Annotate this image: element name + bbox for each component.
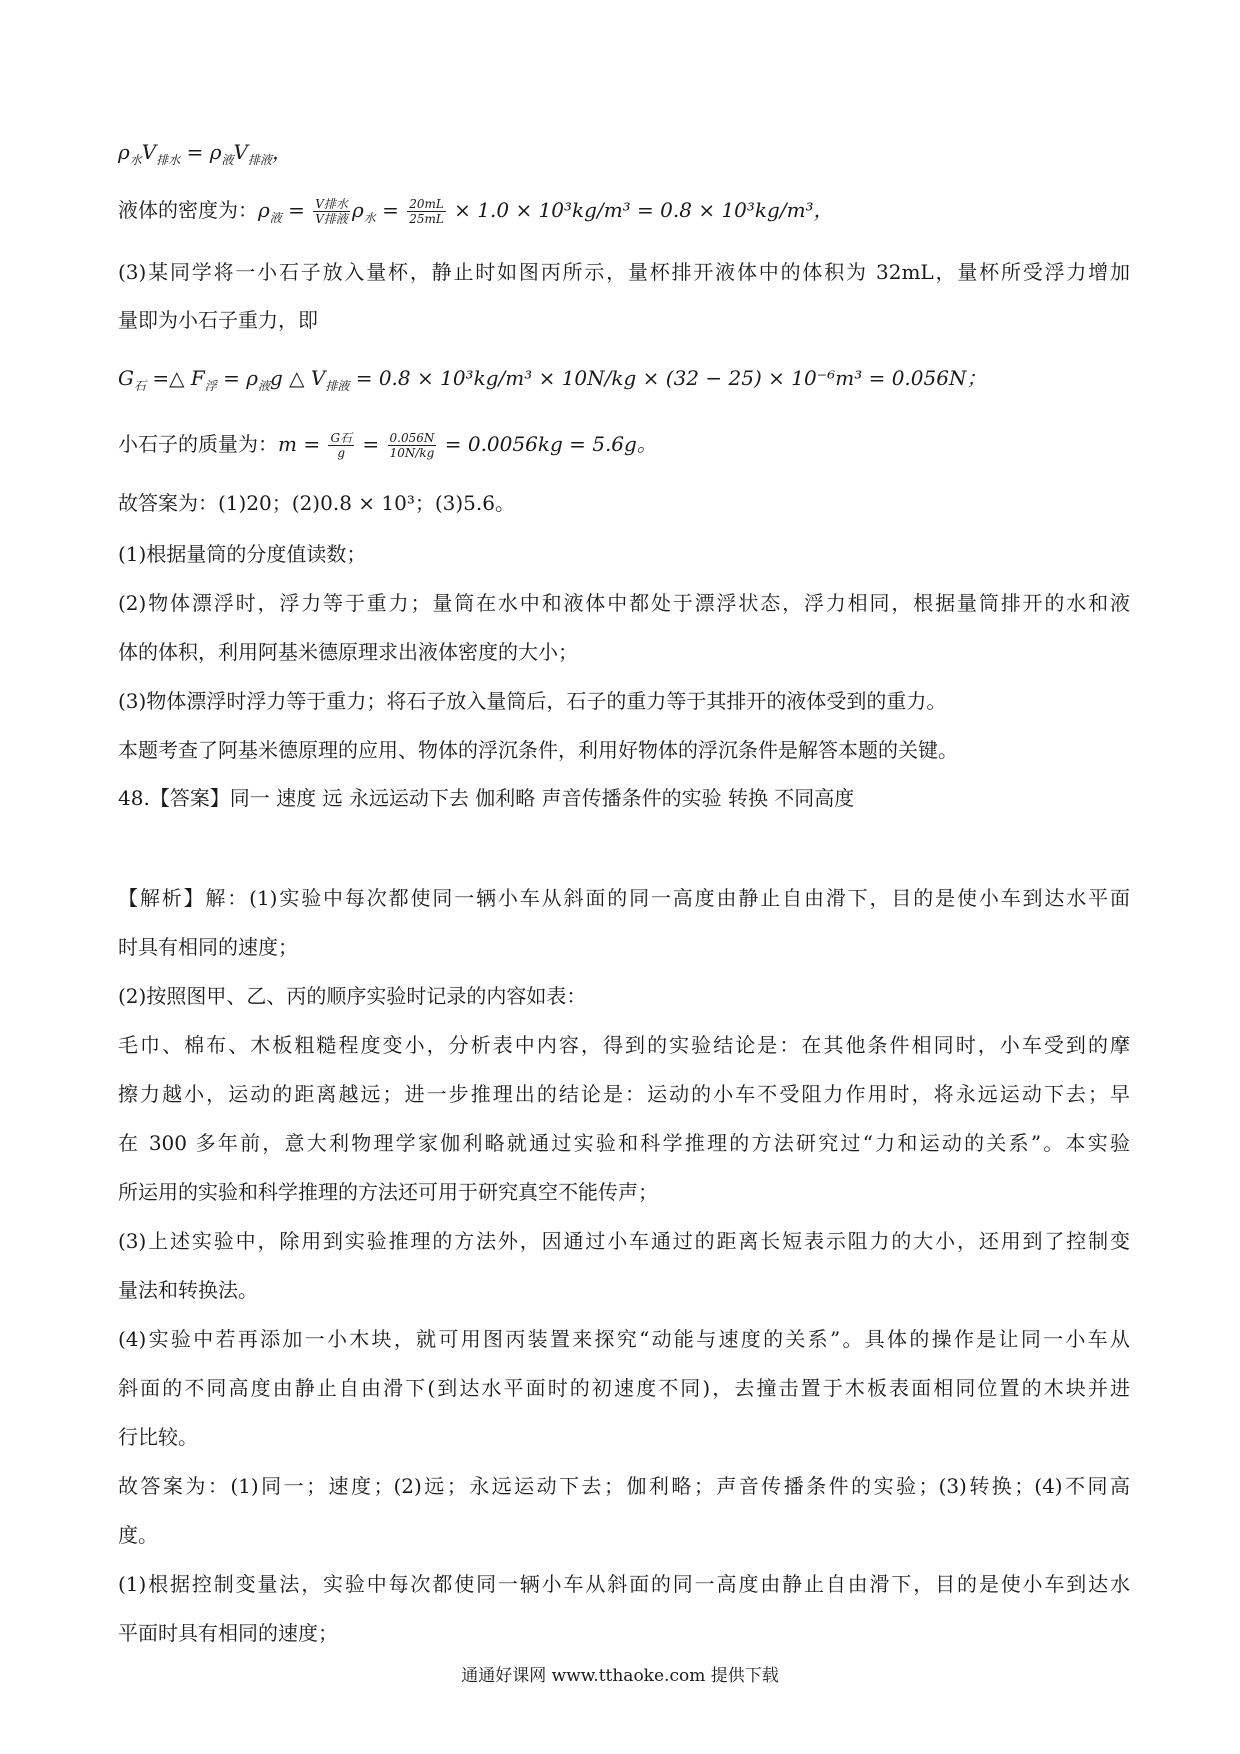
answer-47: 故答案为：(1)20；(2)0.8 × 10³；(3)5.6。 — [118, 491, 515, 515]
analysis-48-line1: 【解析】解：(1)实验中每次都使同一辆小车从斜面的同一高度由静止自由滑下，目的是使小车到达水平面 — [118, 886, 1130, 910]
analysis-48-item4-line3: 行比较。 — [118, 1425, 198, 1449]
analysis-48-item3-line2: 量法和转换法。 — [118, 1278, 258, 1302]
analysis-47-item2-line2: 体的体积，利用阿基米德原理求出液体密度的大小； — [118, 640, 578, 664]
analysis-48-line2: 时具有相同的速度； — [118, 935, 298, 959]
analysis-48-item2: (2)按照图甲、乙、丙的顺序实验时记录的内容如表： — [118, 984, 587, 1008]
paragraph-stone-line2: 量即为小石子重力，即 — [118, 308, 318, 332]
paragraph-stone-line1: (3)某同学将一小石子放入量杯，静止时如图丙所示，量杯排开液体中的体积为 32mL，量杯所受浮力增加 — [118, 260, 1130, 284]
analysis-48-conclusion-line4: 所运用的实验和科学推理的方法还可用于研究真空不能传声； — [118, 1180, 658, 1204]
answer-48: 48.【答案】同一 速度 远 永远运动下去 伽利略 声音传播条件的实验 转换 不同高度 — [118, 786, 855, 810]
analysis-48-conclusion-line2: 擦力越小，运动的距离越远；进一步推理出的结论是：运动的小车不受阻力作用时，将永远运动下去；早 — [118, 1082, 1130, 1106]
analysis-47-item1: (1)根据量筒的分度值读数； — [118, 542, 367, 566]
analysis-47-item2-line1: (2)物体漂浮时，浮力等于重力；量筒在水中和液体中都处于漂浮状态，浮力相同，根据量筒排开的水和液 — [118, 591, 1130, 615]
equation-volume-relation: $\rho_水V_{排水} = \rho_液V_{排液}$， — [118, 140, 292, 167]
equation-liquid-density: 液体的密度为：$\rho_液$ = $\frac{\text{V排水}}{\text{V排液}}$ $\rho_水$ = $\frac{20mL}{25mL}$ × 1.0 × 10³kg/m³ = 0.8 × 10³kg/m³， — [118, 197, 834, 226]
analysis-48-item3-line1: (3)上述实验中，除用到实验推理的方法外，因通过小车通过的距离长短表示阻力的大小，还用到了控制变 — [118, 1229, 1130, 1253]
answer-48-summary-line1: 故答案为：(1)同一；速度；(2)远；永远运动下去；伽利略；声音传播条件的实验；(3)转换；(4)不同高 — [118, 1474, 1130, 1498]
equation-stone-weight: $G_石$ =△ $F_浮 = \rho_液g$ △ $V_{排液} = 0.8 \times 10^3kg/m^3 \times 10N/kg \times (32 - 25) \times 10^{-6}m^3 = 0.056N$； — [118, 366, 987, 393]
analysis-47-item3: (3)物体漂浮时浮力等于重力；将石子放入量筒后，石子的重力等于其排开的液体受到的重力。 — [118, 689, 947, 713]
summary-47: 本题考查了阿基米德原理的应用、物体的浮沉条件，利用好物体的浮沉条件是解答本题的关键。 — [118, 738, 958, 762]
equation-stone-mass: 小石子的质量为：m = $\frac{\text{G石}}{g}$ = $\frac{0.056N}{10N/kg}$ = 0.0056kg = 5.6g。 — [118, 431, 657, 460]
answer-48-summary-line2: 度。 — [118, 1523, 158, 1547]
analysis-48-item4-line2: 斜面的不同高度由静止自由滑下(到达水平面时的初速度不同)，去撞击置于木板表面相同位置的木块并进 — [118, 1376, 1130, 1400]
analysis-48-conclusion-line1: 毛巾、棉布、木板粗糙程度变小，分析表中内容，得到的实验结论是：在其他条件相同时，小车受到的摩 — [118, 1033, 1130, 1057]
footer-source: 通通好课网 www.tthaoke.com 提供下载 — [461, 1666, 779, 1686]
key-48-item1-line1: (1)根据控制变量法，实验中每次都使同一辆小车从斜面的同一高度由静止自由滑下，目的是使小车到达水 — [118, 1572, 1130, 1596]
analysis-48-item4-line1: (4)实验中若再添加一小木块，就可用图丙装置来探究“动能与速度的关系”。具体的操作是让同一小车从 — [118, 1327, 1130, 1351]
analysis-48-conclusion-line3: 在 300 多年前，意大利物理学家伽利略就通过实验和科学推理的方法研究过“力和运动的关系”。本实验 — [118, 1131, 1130, 1155]
key-48-item1-line2: 平面时具有相同的速度； — [118, 1621, 338, 1645]
